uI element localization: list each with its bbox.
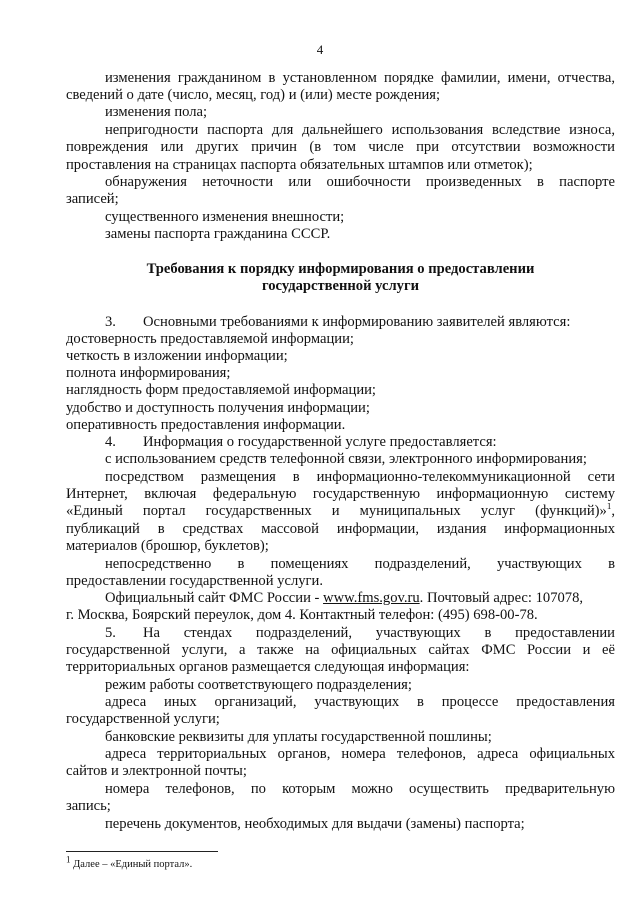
paragraph-number: 4.: [105, 434, 116, 450]
text-line: непосредственно в помещениях подразделений, участвующих в: [105, 556, 615, 572]
text-line: материалов (брошюр, буклетов);: [66, 538, 269, 554]
text-line: банковские реквизиты для уплаты государственной пошлины;: [105, 729, 492, 745]
paragraph-4-lead: [105, 434, 615, 451]
text-line: территориальных органов размещается следующая информация:: [66, 659, 470, 675]
text-line: [105, 590, 615, 607]
text-line: [66, 503, 615, 520]
paragraph-text: На стендах подразделений, участвующих в предоставлении: [143, 625, 615, 641]
list-item: четкость в изложении информации;: [66, 348, 288, 364]
footnote-text: Далее – «Единый портал».: [73, 859, 193, 870]
list-item: удобство и доступность получения информации;: [66, 400, 370, 416]
text-line: посредством размещения в информационно-телекоммуникационной сети: [105, 469, 615, 485]
text-line: номера телефонов, по которым можно осуществить предварительную: [105, 781, 615, 797]
text-line: адреса территориальных органов, номера телефонов, адреса официальных: [105, 746, 615, 762]
paragraph-3-lead: [105, 314, 615, 331]
paragraph-text: Информация о государственной услуге предоставляется:: [143, 434, 497, 450]
text-line: сайтов и электронной почты;: [66, 763, 247, 779]
section-heading: Требования к порядку информирования о предоставлении: [146, 261, 535, 277]
paragraph-number: 3.: [105, 314, 116, 330]
list-item: оперативность предоставления информации.: [66, 417, 346, 433]
footnote-mark: 1: [66, 854, 71, 865]
text-line: режим работы соответствующего подразделения;: [105, 677, 412, 693]
text-line: проставления на страницах паспорта обязательных штампов или отметок);: [66, 157, 533, 173]
text-line: непригодности паспорта для дальнейшего использования вследствие износа,: [105, 122, 615, 138]
page-number: 4: [316, 42, 324, 57]
text-span: ,: [611, 503, 615, 519]
text-line: изменения гражданином в установленном порядке фамилии, имени, отчества,: [105, 70, 615, 86]
text-line: публикаций в средствах массовой информации, издания информационных: [66, 521, 615, 537]
text-line: повреждения или других причин (в том числе при отсутствии возможности: [66, 139, 615, 155]
text-line: существенного изменения внешности;: [105, 209, 345, 225]
text-line: запись;: [66, 798, 111, 814]
footnote: [66, 854, 193, 871]
text-line: перечень документов, необходимых для выдачи (замены) паспорта;: [105, 816, 525, 832]
text-line: адреса иных организаций, участвующих в процессе предоставления: [105, 694, 615, 710]
text-span: Официальный сайт ФМС России -: [105, 590, 324, 606]
text-line: замены паспорта гражданина СССР.: [105, 226, 331, 242]
text-line: г. Москва, Боярский переулок, дом 4. Контактный телефон: (495) 698-00-78.: [66, 607, 538, 623]
footnote-ref: 1: [606, 503, 612, 512]
paragraph-number: 5.: [105, 625, 116, 641]
list-item: полнота информирования;: [66, 365, 231, 381]
list-item: наглядность форм предоставляемой информации;: [66, 382, 376, 398]
text-line: обнаружения неточности или ошибочности произведенных в паспорте: [105, 174, 615, 190]
text-line: государственной услуги;: [66, 711, 220, 727]
text-line: изменения пола;: [105, 104, 208, 120]
section-heading: государственной услуги: [261, 278, 420, 294]
text-line: сведений о дате (число, месяц, год) и (или) месте рождения;: [66, 87, 441, 103]
paragraph-5-lead: [105, 625, 615, 642]
text-line: Интернет, включая федеральную государственную информационную систему: [66, 486, 615, 502]
paragraph-text: Основными требованиями к информированию заявителей являются:: [143, 314, 571, 330]
text-line: предоставлении государственной услуги.: [66, 573, 323, 589]
footnote-divider: [66, 851, 218, 852]
text-span: «Единый портал государственных и муниципальных услуг (функций)»: [66, 503, 607, 519]
text-line: государственной услуги, а также на официальных сайтах ФМС России и её: [66, 642, 615, 658]
text-line: с использованием средств телефонной связи, электронного информирования;: [105, 451, 587, 467]
list-item: достоверность предоставляемой информации;: [66, 331, 354, 347]
text-line: записей;: [66, 191, 119, 207]
site-link[interactable]: www.fms.gov.ru: [323, 590, 420, 606]
text-span: . Почтовый адрес: 107078,: [419, 590, 584, 606]
